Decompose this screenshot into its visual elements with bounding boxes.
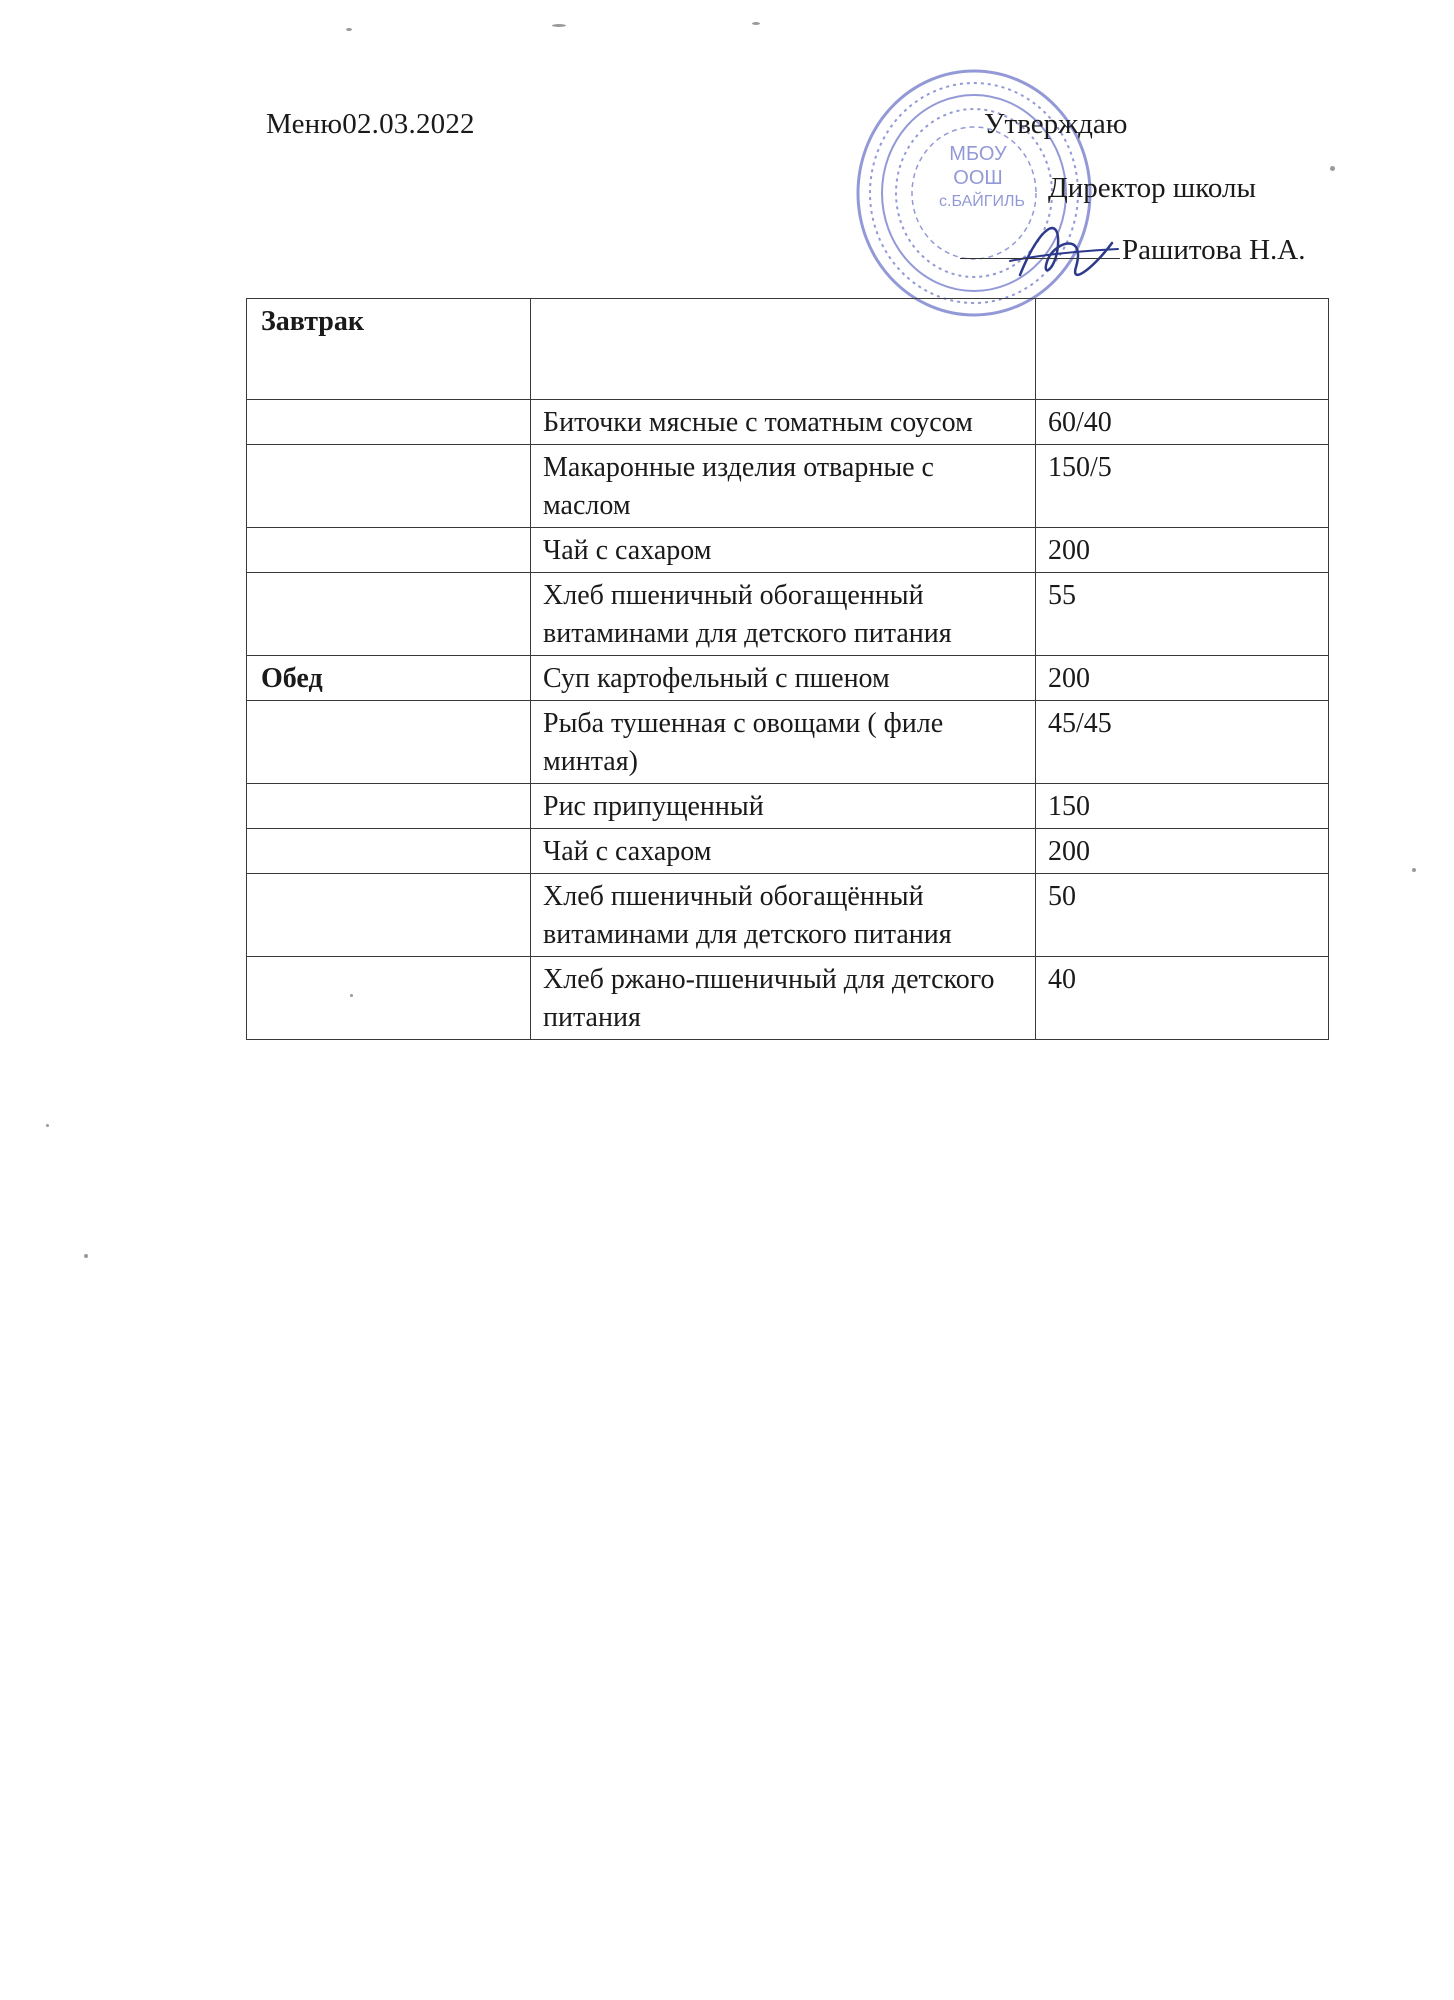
scan-speck xyxy=(552,24,566,27)
table-row xyxy=(247,400,1329,445)
empty-cell xyxy=(247,784,531,829)
menu-table xyxy=(246,298,1329,1040)
dish-portion: 200 xyxy=(1036,656,1329,701)
stamp-text-village: с.БАЙГИЛЬ xyxy=(939,193,1025,210)
dish-portion: 150/5 xyxy=(1036,445,1329,528)
approve-label: Утверждаю xyxy=(984,108,1128,140)
table-row xyxy=(247,874,1329,957)
stamp-text-oosh: ООШ xyxy=(953,167,1003,189)
dish-name: Макаронные изделия отварные с маслом xyxy=(531,445,1036,528)
empty-cell xyxy=(531,299,1036,400)
scan-speck xyxy=(1412,868,1416,872)
table-row xyxy=(247,445,1329,528)
approval-block xyxy=(960,108,1360,268)
dish-name: Суп картофельный с пшеном xyxy=(531,656,1036,701)
dish-portion: 45/45 xyxy=(1036,701,1329,784)
dish-portion: 200 xyxy=(1036,829,1329,874)
dish-name: Рыба тушенная с овощами ( филе минтая) xyxy=(531,701,1036,784)
scan-speck xyxy=(46,1124,49,1127)
stamp-text-mbou: МБОУ xyxy=(949,143,1007,165)
empty-cell xyxy=(247,957,531,1040)
dish-name: Хлеб пшеничный обогащенный витаминами для детского питания xyxy=(531,573,1036,656)
table-row xyxy=(247,299,1329,400)
table-row xyxy=(247,957,1329,1040)
dish-portion: 50 xyxy=(1036,874,1329,957)
table-row xyxy=(247,528,1329,573)
dish-portion: 40 xyxy=(1036,957,1329,1040)
director-name: Рашитова Н.А. xyxy=(1122,234,1306,266)
table-row xyxy=(247,784,1329,829)
dish-name: Хлеб пшеничный обогащённый витаминами для детского питания xyxy=(531,874,1036,957)
scan-speck xyxy=(346,28,352,31)
signature-underline xyxy=(960,236,1120,259)
dish-name: Чай с сахаром xyxy=(531,829,1036,874)
empty-cell xyxy=(247,874,531,957)
empty-cell xyxy=(247,573,531,656)
empty-cell xyxy=(247,701,531,784)
empty-cell xyxy=(1036,299,1329,400)
meal-label-lunch: Обед xyxy=(247,656,531,701)
empty-cell xyxy=(247,528,531,573)
table-row xyxy=(247,701,1329,784)
dish-name: Чай с сахаром xyxy=(531,528,1036,573)
dish-portion: 60/40 xyxy=(1036,400,1329,445)
empty-cell xyxy=(247,445,531,528)
empty-cell xyxy=(247,829,531,874)
scan-speck xyxy=(84,1254,88,1258)
dish-name: Рис припущенный xyxy=(531,784,1036,829)
empty-cell xyxy=(247,400,531,445)
scan-speck xyxy=(752,22,760,25)
director-signature-line xyxy=(960,234,1305,267)
table-row xyxy=(247,829,1329,874)
dish-portion: 150 xyxy=(1036,784,1329,829)
table-row xyxy=(247,656,1329,701)
table-row xyxy=(247,573,1329,656)
menu-title: Меню02.03.2022 xyxy=(266,108,475,140)
meal-label-breakfast: Завтрак xyxy=(247,299,531,400)
dish-portion: 55 xyxy=(1036,573,1329,656)
director-title: Директор школы xyxy=(1048,172,1256,204)
dish-name: Хлеб ржано-пшеничный для детского питания xyxy=(531,957,1036,1040)
dish-name: Биточки мясные с томатным соусом xyxy=(531,400,1036,445)
dish-portion: 200 xyxy=(1036,528,1329,573)
